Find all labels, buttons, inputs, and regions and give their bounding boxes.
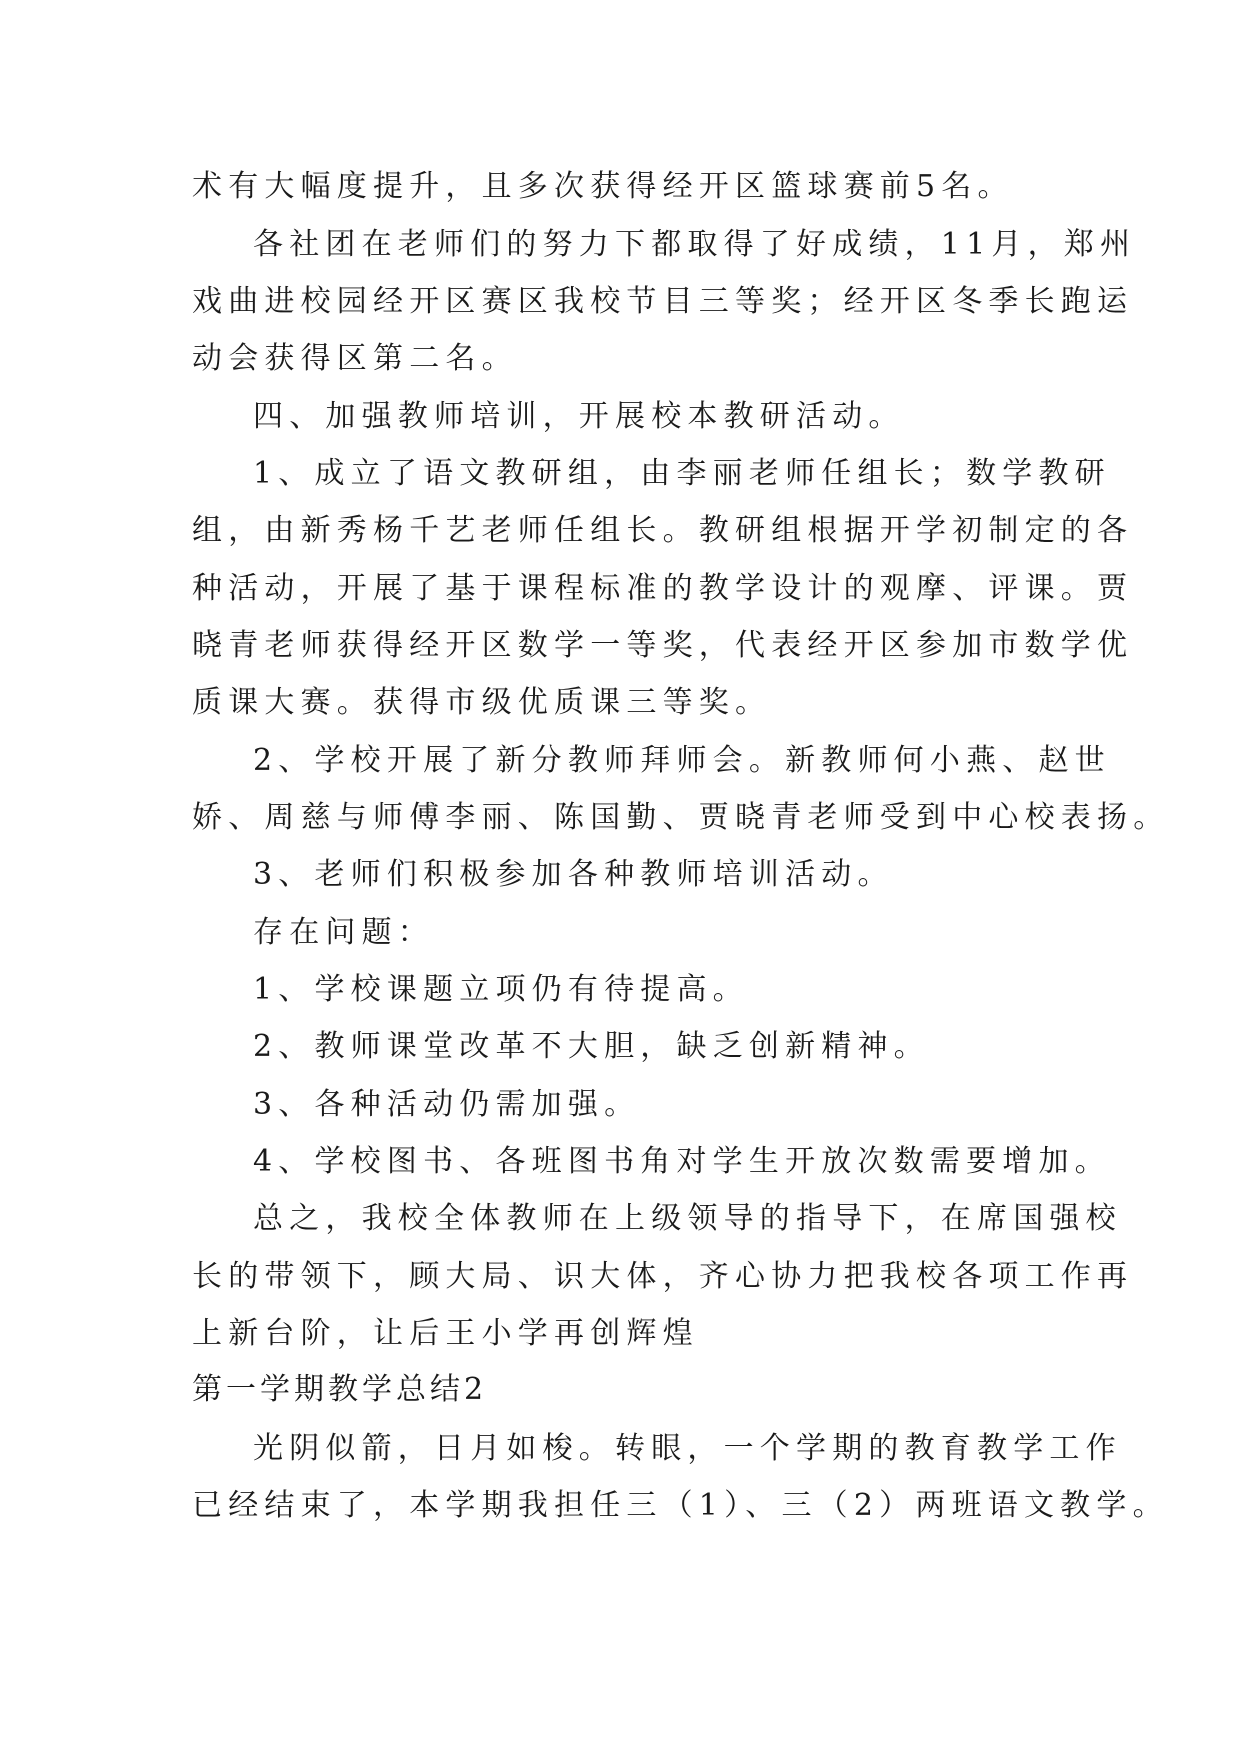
paragraph-line: 3、老师们积极参加各种教师培训活动。 [253, 857, 894, 892]
paragraph-line: 各社团在老师们的努力下都取得了好成绩，11月，郑州 [253, 227, 1137, 262]
paragraph-line: 动会获得区第二名。 [192, 341, 518, 376]
issue-item: 4、学校图书、各班图书角对学生开放次数需要增加。 [253, 1144, 1111, 1179]
section-heading: 四、加强教师培训，开展校本教研活动。 [253, 399, 905, 434]
paragraph-line: 戏曲进校园经开区赛区我校节目三等奖；经开区冬季长跑运 [192, 284, 1134, 319]
paragraph-line: 光阴似箭，日月如梭。转眼，一个学期的教育教学工作 [253, 1431, 1122, 1466]
paragraph-line: 上新台阶，让后王小学再创辉煌 [192, 1316, 699, 1351]
issue-item: 1、学校课题立项仍有待提高。 [253, 972, 749, 1007]
paragraph-line: 长的带领下，顾大局、识大体，齐心协力把我校各项工作再 [192, 1259, 1134, 1294]
paragraph-line: 质课大赛。获得市级优质课三等奖。 [192, 685, 772, 720]
paragraph-line: 术有大幅度提升，且多次获得经开区篮球赛前5名。 [192, 169, 1014, 204]
paragraph-line: 1、成立了语文教研组，由李丽老师任组长；数学教研 [253, 456, 1111, 491]
issue-item: 3、各种活动仍需加强。 [253, 1087, 641, 1122]
document-title: 第一学期教学总结2 [192, 1372, 488, 1407]
paragraph-line: 总之，我校全体教师在上级领导的指导下，在席国强校 [253, 1201, 1122, 1236]
paragraph-line: 晓青老师获得经开区数学一等奖，代表经开区参加市数学优 [192, 628, 1134, 663]
paragraph-line: 组，由新秀杨千艺老师任组长。教研组根据开学初制定的各 [192, 513, 1134, 548]
issues-heading: 存在问题： [253, 915, 434, 950]
paragraph-line: 2、学校开展了新分教师拜师会。新教师何小燕、赵世 [253, 743, 1111, 778]
issue-item: 2、教师课堂改革不大胆，缺乏创新精神。 [253, 1029, 930, 1064]
paragraph-line: 娇、周慈与师傅李丽、陈国勤、贾晓青老师受到中心校表扬。 [192, 800, 1170, 835]
paragraph-line: 已经结束了，本学期我担任三（1）、三（2）两班语文教学。 [192, 1488, 1169, 1523]
paragraph-line: 种活动，开展了基于课程标准的教学设计的观摩、评课。贾 [192, 571, 1134, 606]
